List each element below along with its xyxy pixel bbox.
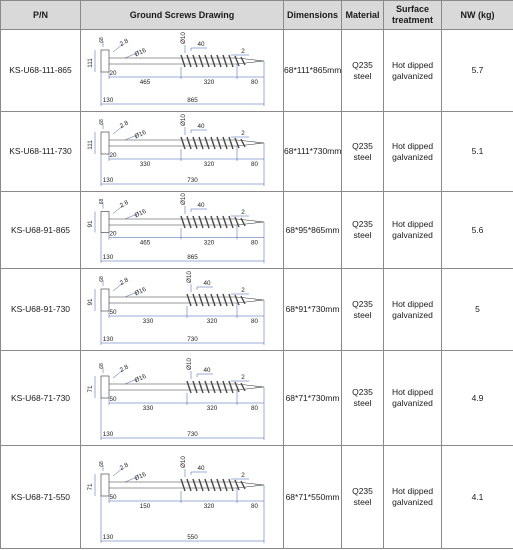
total-length-label: 865	[187, 96, 198, 104]
thread-length-label: 320	[206, 404, 218, 412]
bottom-label: 50	[109, 308, 117, 316]
tip-thickness-label: 2	[241, 129, 245, 137]
plain-length-label: 465	[139, 239, 151, 246]
dimensions-cell: 68*111*730mm	[284, 112, 342, 192]
drawing-cell	[81, 351, 284, 446]
pitch-label: 40	[197, 201, 205, 209]
flange-length-label: 130	[102, 533, 114, 541]
material-cell: Q235 steel	[342, 269, 384, 351]
nw-cell: 4.9	[442, 351, 513, 446]
table-row	[1, 351, 513, 446]
header-pn: P/N	[1, 1, 81, 30]
screw-tip	[237, 482, 264, 488]
tube-width-label: 68	[99, 36, 105, 43]
plain-length-label: 330	[142, 404, 154, 412]
drawing-cell	[81, 30, 284, 112]
table-row	[1, 446, 513, 549]
dimension-lines	[95, 367, 264, 440]
plain-length-label: 330	[142, 317, 154, 325]
nw-cell: 5.1	[442, 112, 513, 192]
table-row	[1, 269, 513, 351]
surface-cell: Hot dipped galvanized	[384, 112, 442, 192]
total-length-label: 550	[187, 533, 198, 541]
tube-width-label: 68	[99, 460, 105, 467]
tube-height-label: 91	[87, 219, 94, 228]
surface-cell: Hot dipped galvanized	[384, 269, 442, 351]
bottom-label: 50	[109, 395, 117, 403]
surface-cell: Hot dipped galvanized	[384, 446, 442, 549]
screw-outline	[101, 373, 264, 398]
total-length-label: 730	[187, 176, 198, 184]
tube-width-label: 68	[99, 362, 105, 369]
header-nw: NW (kg)	[442, 1, 513, 30]
pn-cell: KS-U68-91-730	[1, 269, 81, 351]
material-cell: Q235 steel	[342, 192, 384, 269]
tip-length-label: 80	[250, 502, 259, 510]
thread-length-label: 320	[206, 317, 218, 325]
header-drawing: Ground Screws Drawing	[81, 1, 284, 30]
bottom-label: 20	[109, 151, 117, 159]
dimension-lines	[95, 41, 264, 106]
pn-cell: KS-U68-91-865	[1, 192, 81, 269]
shaft-diameter-label: Ø16	[133, 372, 148, 384]
header-row	[1, 1, 513, 30]
dimensions-cell: 68*71*730mm	[284, 351, 342, 446]
thickness-label: 2.8	[118, 275, 130, 287]
tip-length-label: 80	[250, 317, 259, 325]
thread-blades	[181, 55, 245, 67]
drawing-cell	[81, 446, 284, 549]
header-material: Material	[342, 1, 384, 30]
ground-screw-drawing	[81, 193, 282, 268]
screw-tip	[237, 140, 264, 146]
tube-profile	[101, 50, 109, 72]
tip-length-label: 80	[250, 160, 259, 168]
surface-cell: Hot dipped galvanized	[384, 192, 442, 269]
screw-tip	[237, 219, 264, 225]
bottom-label: 20	[109, 69, 117, 77]
thickness-label: 2.8	[118, 198, 130, 209]
tube-profile	[101, 289, 109, 311]
ground-screw-drawing	[81, 352, 282, 445]
pitch-label: 40	[203, 279, 211, 287]
plain-length-label: 330	[139, 160, 151, 168]
screw-tip	[237, 384, 264, 390]
drawing-cell	[81, 112, 284, 192]
pn-cell: KS-U68-111-865	[1, 30, 81, 112]
surface-cell: Hot dipped galvanized	[384, 351, 442, 446]
tip-thickness-label: 2	[241, 47, 245, 55]
blade-diameter-label: Ø10	[180, 31, 187, 44]
ground-screw-drawing	[81, 113, 282, 191]
pitch-label: 40	[197, 40, 205, 48]
thread-blades	[187, 294, 245, 306]
tube-height-label: 71	[87, 482, 94, 491]
total-length-label: 730	[187, 430, 198, 438]
dimension-lines	[95, 465, 264, 543]
flange-length-label: 130	[102, 430, 114, 438]
total-length-label: 730	[187, 335, 198, 343]
tube-profile	[101, 211, 109, 232]
table-row	[1, 192, 513, 269]
tip-length-label: 80	[250, 404, 259, 412]
thread-blades	[181, 479, 245, 491]
plain-length-label: 150	[139, 502, 151, 510]
bottom-label: 20	[109, 230, 117, 237]
thickness-label: 2.8	[118, 362, 130, 374]
thickness-label: 2.8	[118, 460, 130, 472]
tube-width-label: 68	[99, 275, 105, 282]
thread-blades	[187, 381, 245, 393]
tube-profile	[101, 376, 109, 398]
blade-diameter-label: Ø10	[186, 357, 193, 370]
material-cell: Q235 steel	[342, 30, 384, 112]
screw-tip	[237, 58, 264, 64]
tube-profile	[101, 132, 109, 154]
dimensions-cell: 68*91*730mm	[284, 269, 342, 351]
material-cell: Q235 steel	[342, 351, 384, 446]
blade-diameter-label: Ø10	[180, 113, 187, 126]
flange-length-label: 130	[102, 176, 114, 184]
tip-thickness-label: 2	[241, 208, 245, 216]
pn-cell: KS-U68-111-730	[1, 112, 81, 192]
ground-screw-drawing	[81, 447, 282, 548]
pitch-label: 40	[203, 366, 211, 374]
shaft-diameter-label: Ø16	[133, 207, 148, 219]
table-row	[1, 112, 513, 192]
tube-width-label: 68	[99, 118, 105, 125]
thread-length-label: 320	[203, 78, 215, 86]
tip-length-label: 80	[250, 78, 259, 86]
flange-length-label: 130	[102, 335, 114, 343]
blade-diameter-label: Ø10	[180, 192, 187, 205]
tube-height-label: 111	[87, 57, 94, 68]
thread-length-label: 320	[203, 239, 215, 246]
thickness-label: 2.8	[118, 36, 130, 48]
flange-length-label: 130	[102, 253, 114, 261]
tube-height-label: 71	[87, 384, 94, 393]
thread-length-label: 320	[203, 502, 215, 510]
ground-screw-drawing	[81, 270, 282, 350]
tube-width-label: 68	[99, 198, 105, 204]
material-cell: Q235 steel	[342, 446, 384, 549]
shaft-diameter-label: Ø16	[133, 470, 148, 482]
screw-tip	[237, 297, 264, 303]
thread-blades	[181, 137, 245, 149]
tip-thickness-label: 2	[241, 373, 245, 381]
pitch-label: 40	[197, 122, 205, 130]
surface-cell: Hot dipped galvanized	[384, 30, 442, 112]
pn-cell: KS-U68-71-730	[1, 351, 81, 446]
nw-cell: 5.7	[442, 30, 513, 112]
table-row	[1, 30, 513, 112]
thread-length-label: 320	[203, 160, 215, 168]
pitch-label: 40	[197, 464, 205, 472]
tip-length-label: 80	[250, 239, 259, 246]
shaft-diameter-label: Ø16	[133, 285, 148, 297]
dimension-lines	[95, 280, 264, 345]
plain-length-label: 465	[139, 78, 151, 86]
table-body	[1, 30, 513, 549]
drawing-cell	[81, 192, 284, 269]
tip-thickness-label: 2	[241, 471, 245, 479]
drawing-cell	[81, 269, 284, 351]
dimensions-cell: 68*111*865mm	[284, 30, 342, 112]
dimensions-cell: 68*71*550mm	[284, 446, 342, 549]
pn-cell: KS-U68-71-550	[1, 446, 81, 549]
total-length-label: 865	[187, 253, 198, 261]
tube-height-label: 91	[87, 297, 94, 306]
header-surface: Surface treatment	[384, 1, 442, 30]
ground-screw-drawing	[81, 31, 282, 111]
nw-cell: 4.1	[442, 446, 513, 549]
blade-diameter-label: Ø10	[186, 270, 193, 283]
nw-cell: 5.6	[442, 192, 513, 269]
tube-height-label: 111	[87, 139, 94, 150]
dimensions-cell: 68*95*865mm	[284, 192, 342, 269]
tip-thickness-label: 2	[241, 286, 245, 294]
thread-blades	[181, 216, 245, 228]
screw-outline	[101, 286, 264, 311]
material-cell: Q235 steel	[342, 112, 384, 192]
thickness-label: 2.8	[118, 118, 130, 130]
tube-profile	[101, 474, 109, 496]
dimension-lines	[95, 202, 264, 263]
header-dimensions: Dimensions	[284, 1, 342, 30]
bottom-label: 50	[109, 493, 117, 501]
nw-cell: 5	[442, 269, 513, 351]
dimension-lines	[95, 123, 264, 186]
flange-length-label: 130	[102, 96, 114, 104]
shaft-diameter-label: Ø16	[133, 128, 148, 140]
shaft-diameter-label: Ø16	[133, 46, 148, 58]
blade-diameter-label: Ø10	[180, 455, 187, 468]
